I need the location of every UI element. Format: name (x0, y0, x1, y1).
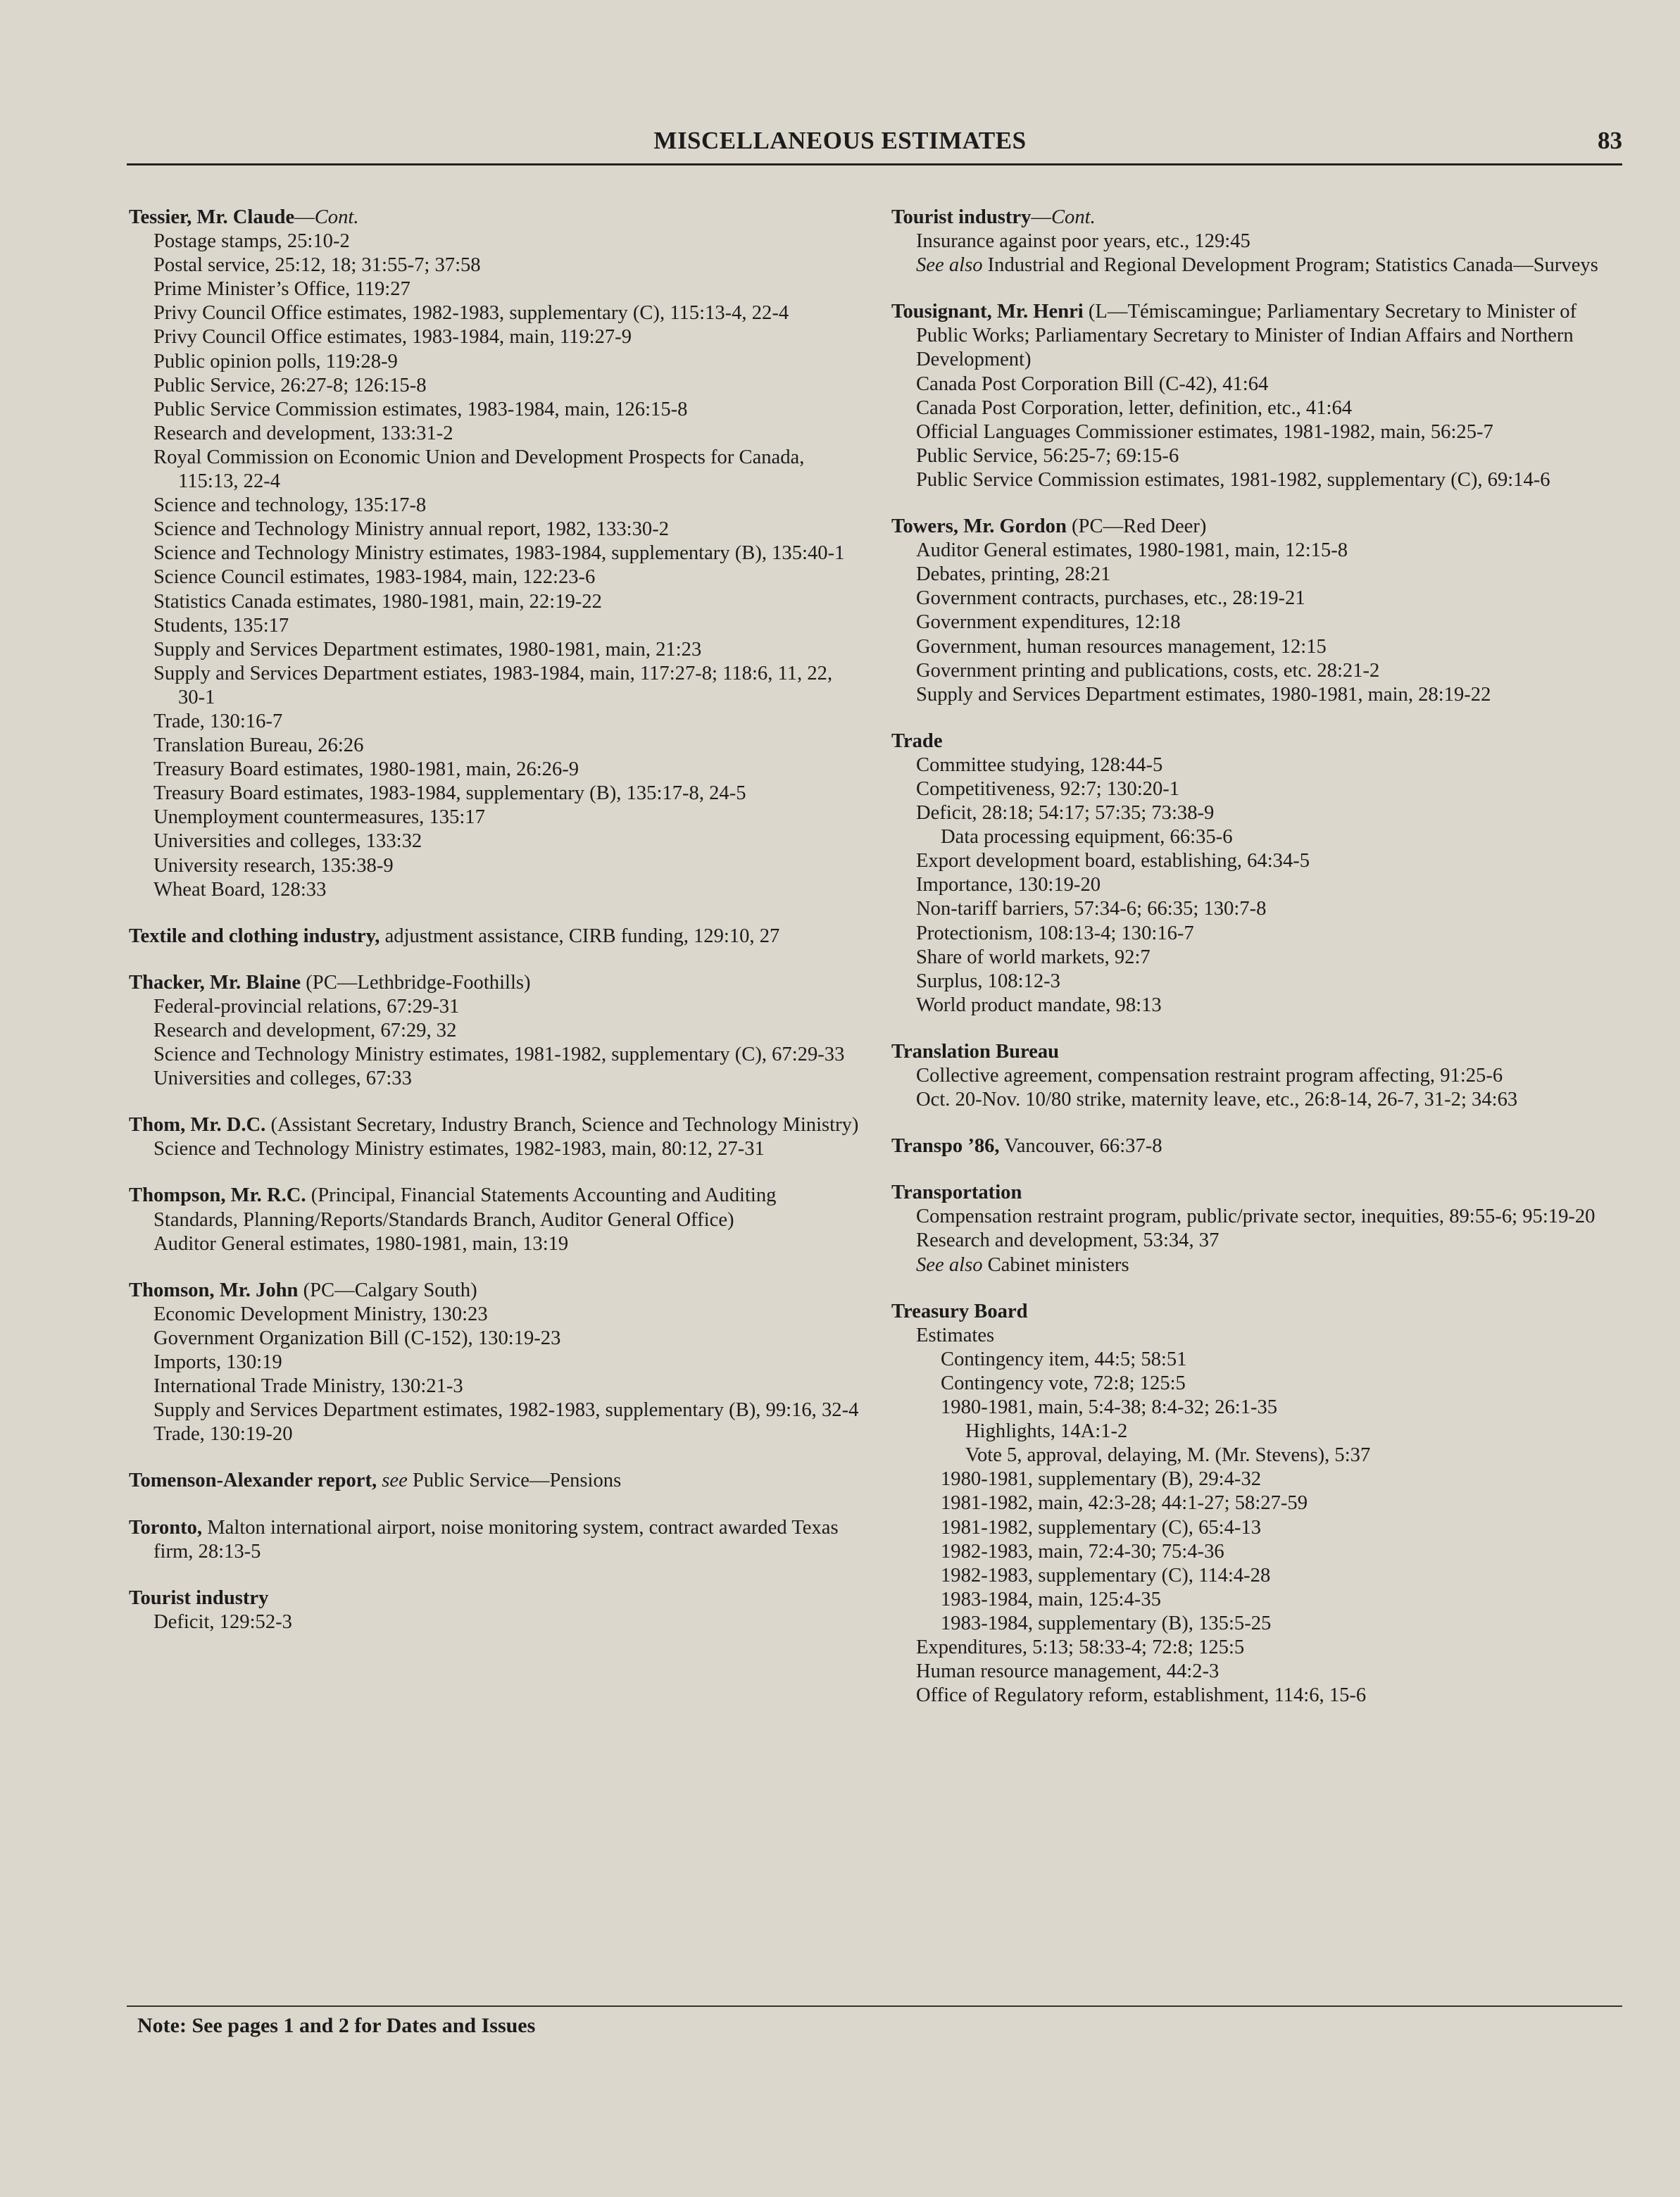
index-entry (891, 300, 1624, 492)
entry-term: Tomenson-Alexander report, (129, 1470, 377, 1492)
subentry: International Trade Ministry, 130:21-3 (153, 1375, 463, 1398)
subentry: Collective agreement, compensation restraint program affecting, 91:25-6 (916, 1065, 1503, 1087)
subentry: Research and development, 53:34, 37 (916, 1229, 1220, 1252)
entry-heading (129, 1184, 861, 1232)
subentry: Public opinion polls, 119:28-9 (153, 350, 398, 373)
entry-term: Treasury Board (891, 1300, 1028, 1322)
entry-heading (129, 1113, 861, 1137)
entry-qualifier: — (1031, 206, 1051, 228)
index-entry (129, 1586, 861, 1634)
entry-heading (891, 300, 1624, 372)
subentry: Imports, 130:19 (153, 1351, 282, 1374)
index-entry (891, 1040, 1624, 1112)
subentry: 1981-1982, main, 42:3-28; 44:1-27; 58:27-59 (941, 1492, 1308, 1515)
entry-heading (129, 925, 861, 949)
entry-qualifier-italic: see (382, 1470, 408, 1492)
subentry: Wheat Board, 128:33 (153, 878, 327, 901)
subentry: Unemployment countermeasures, 135:17 (153, 806, 485, 829)
subentry: Vote 5, approval, delaying, M. (Mr. Stevens), 5:37 (965, 1444, 1371, 1467)
subentry: Government, human resources management, 12:15 (916, 635, 1327, 658)
index-entry (129, 1184, 861, 1256)
subentry: Universities and colleges, 133:32 (153, 830, 422, 853)
footer-rule (127, 2005, 1622, 2007)
subentry: Importance, 130:19-20 (916, 874, 1101, 896)
entry-term: Transportation (891, 1182, 1022, 1204)
entry-heading (891, 515, 1624, 539)
index-entry (129, 1469, 861, 1493)
subentry: Science Council estimates, 1983-1984, main, 122:23-6 (153, 566, 596, 589)
subentry: Supply and Services Department estimates, 1982-1983, supplementary (B), 99:16, 32-4 (153, 1399, 859, 1422)
entry-qualifier: (Assistant Secretary, Industry Branch, Science and Technology Ministry) (265, 1114, 859, 1137)
subentry: 1982-1983, supplementary (C), 114:4-28 (941, 1564, 1271, 1586)
subentry: Contingency item, 44:5; 58:51 (941, 1348, 1187, 1370)
subentry: Statistics Canada estimates, 1980-1981, main, 22:19-22 (153, 590, 602, 613)
entry-term: Tousignant, Mr. Henri (891, 301, 1084, 323)
see-also-reference (891, 1253, 1624, 1277)
see-also-text: Cabinet ministers (982, 1253, 1129, 1276)
entry-qualifier: (PC—Calgary South) (298, 1279, 477, 1301)
entry-term: Tourist industry (129, 1586, 269, 1609)
subentry: World product mandate, 98:13 (916, 994, 1162, 1016)
page-header-title: MISCELLANEOUS ESTIMATES (653, 127, 1027, 154)
subentry: Non-tariff barriers, 57:34-6; 66:35; 130:7-8 (916, 898, 1267, 920)
index-entry (891, 1181, 1624, 1277)
subentry: Government expenditures, 12:18 (916, 611, 1181, 634)
subentry: Supply and Services Department estimates, 1980-1981, main, 28:19-22 (916, 683, 1491, 706)
subentry: 1983-1984, main, 125:4-35 (941, 1588, 1161, 1610)
subentry: Postage stamps, 25:10-2 (153, 230, 350, 253)
header-rule (127, 163, 1622, 165)
page-number: 83 (1598, 127, 1622, 154)
entry-term: Trade (891, 730, 943, 752)
entry-term: Thom, Mr. D.C. (129, 1114, 266, 1137)
entry-heading (129, 1586, 861, 1610)
entry-qualifier: (L—Témiscamingue; Parliamentary Secretary to Minister of Public Works; Parliamentary Secretary to Minister of Indian Affairs and Northern Development) (916, 301, 1577, 371)
entry-heading (891, 1134, 1624, 1158)
entry-term: Translation Bureau (891, 1040, 1060, 1063)
entry-term: Thompson, Mr. R.C. (129, 1184, 306, 1207)
index-entry (129, 1516, 861, 1564)
subentry: Estimates (916, 1324, 995, 1346)
subentry: Official Languages Commissioner estimates, 1981-1982, main, 56:25-7 (916, 420, 1493, 443)
subentry: Expenditures, 5:13; 58:33-4; 72:8; 125:5 (916, 1636, 1245, 1658)
subentry: Government Organization Bill (C-152), 130:19-23 (153, 1327, 561, 1349)
subentry: Science and Technology Ministry estimates, 1981-1982, supplementary (C), 67:29-33 (153, 1044, 845, 1066)
entry-qualifier-italic: Cont. (314, 206, 359, 228)
subentry: Surplus, 108:12-3 (916, 970, 1060, 992)
subentry: Universities and colleges, 67:33 (153, 1068, 412, 1090)
index-entry (129, 971, 861, 1091)
subentry: Translation Bureau, 26:26 (153, 734, 364, 757)
subentry: 1980-1981, main, 5:4-38; 8:4-32; 26:1-35 (941, 1396, 1278, 1419)
subentry: Trade, 130:19-20 (153, 1423, 293, 1446)
subentry: Oct. 20-Nov. 10/80 strike, maternity leave, etc., 26:8-14, 26-7, 31-2; 34:63 (916, 1089, 1518, 1111)
index-entry (129, 206, 861, 902)
entry-term: Tessier, Mr. Claude (129, 206, 295, 228)
index-entry (129, 925, 861, 949)
subentry: 1980-1981, supplementary (B), 29:4-32 (941, 1468, 1262, 1491)
entry-term: Thacker, Mr. Blaine (129, 971, 301, 994)
subentry: Public Service Commission estimates, 1981-1982, supplementary (C), 69:14-6 (916, 468, 1550, 491)
index-entry (891, 730, 1624, 1018)
right-column (891, 206, 1624, 1730)
subentry: Data processing equipment, 66:35-6 (941, 826, 1233, 849)
index-entry (129, 1113, 861, 1161)
subentry: Auditor General estimates, 1980-1981, main, 12:15-8 (916, 539, 1348, 562)
subentry: Insurance against poor years, etc., 129:45 (916, 230, 1250, 253)
subentry: Canada Post Corporation Bill (C-42), 41:64 (916, 373, 1269, 395)
subentry: Privy Council Office estimates, 1982-1983, supplementary (C), 115:13-4, 22-4 (153, 302, 789, 325)
subentry: Deficit, 28:18; 54:17; 57:35; 73:38-9 (916, 802, 1215, 825)
subentry: Research and development, 67:29, 32 (153, 1020, 457, 1041)
subentry: Students, 135:17 (153, 614, 289, 637)
entry-qualifier: Vancouver, 66:37-8 (999, 1135, 1162, 1158)
subentry: Public Service, 56:25-7; 69:15-6 (916, 444, 1179, 467)
subentry: Science and Technology Ministry annual report, 1982, 133:30-2 (153, 518, 670, 541)
index-entry (891, 206, 1624, 277)
subentry: Compensation restraint program, public/private sector, inequities, 89:55-6; 95:19-20 (916, 1206, 1596, 1228)
subentry: Auditor General estimates, 1980-1981, main, 13:19 (153, 1232, 569, 1255)
entry-heading (891, 206, 1624, 230)
subentry: Human resource management, 44:2-3 (916, 1660, 1220, 1683)
subentry: Government printing and publications, costs, etc. 28:21-2 (916, 659, 1380, 682)
entry-qualifier: (Principal, Financial Statements Accounting and Auditing Standards, Planning/Reports/Standards Branch, Auditor General Office) (153, 1184, 777, 1231)
subentry: Protectionism, 108:13-4; 130:16-7 (916, 922, 1194, 944)
entry-term: Thomson, Mr. John (129, 1279, 299, 1301)
entry-qualifier: — (294, 206, 315, 228)
subentry: Federal-provincial relations, 67:29-31 (153, 995, 460, 1018)
subentry: Treasury Board estimates, 1983-1984, supplementary (B), 135:17-8, 24-5 (153, 782, 746, 805)
subentry: Economic Development Ministry, 130:23 (153, 1303, 488, 1325)
index-entry (891, 1134, 1624, 1158)
see-also-text: Industrial and Regional Development Program; Statistics Canada—Surveys (982, 254, 1598, 277)
entry-heading (129, 1469, 861, 1493)
subentry: Competitiveness, 92:7; 130:20-1 (916, 777, 1180, 800)
see-also-label: See also (916, 1253, 983, 1276)
entry-heading (891, 1040, 1624, 1064)
entry-qualifier: Malton international airport, noise monitoring system, contract awarded Texas firm, 28:13-5 (153, 1516, 839, 1563)
entry-heading (129, 1279, 861, 1303)
subentry: Science and Technology Ministry estimates, 1982-1983, main, 80:12, 27-31 (153, 1138, 765, 1160)
entry-heading (129, 206, 861, 230)
entry-term: Tourist industry (891, 206, 1032, 228)
subentry: 1983-1984, supplementary (B), 135:5-25 (941, 1612, 1272, 1634)
subentry: Supply and Services Department estiates, 1983-1984, main, 117:27-8; 118:6, 11, 22, 30-1 (153, 662, 833, 708)
subentry: Share of world markets, 92:7 (916, 946, 1151, 968)
see-also-reference (891, 254, 1624, 277)
index-entry (891, 515, 1624, 707)
entry-qualifier-after: Public Service—Pensions (407, 1470, 622, 1492)
subentry: Committee studying, 128:44-5 (916, 753, 1163, 776)
entry-heading (891, 1300, 1624, 1324)
subentry: University research, 135:38-9 (153, 854, 394, 877)
subentry: 1982-1983, main, 72:4-30; 75:4-36 (941, 1540, 1224, 1563)
entry-term: Textile and clothing industry, (129, 925, 380, 947)
entry-term: Toronto, (129, 1516, 203, 1539)
entry-qualifier-italic: Cont. (1051, 206, 1096, 228)
subentry: Supply and Services Department estimates, 1980-1981, main, 21:23 (153, 638, 702, 661)
subentry: Office of Regulatory reform, establishment, 114:6, 15-6 (916, 1684, 1367, 1707)
subentry: Government contracts, purchases, etc., 28:19-21 (916, 587, 1305, 610)
entry-term: Towers, Mr. Gordon (891, 515, 1067, 538)
index-entry (891, 1300, 1624, 1708)
entry-heading (891, 730, 1624, 753)
entry-qualifier: (PC—Lethbridge-Foothills) (301, 971, 531, 994)
index-entry (129, 1279, 861, 1447)
subentry: Postal service, 25:12, 18; 31:55-7; 37:58 (153, 254, 481, 277)
footer-note: Note: See pages 1 and 2 for Dates and Issues (137, 2014, 536, 2037)
subentry: Deficit, 129:52-3 (153, 1610, 292, 1633)
left-column (129, 206, 861, 1657)
subentry: Privy Council Office estimates, 1983-1984, main, 119:27-9 (153, 326, 632, 349)
subentry: Export development board, establishing, 64:34-5 (916, 850, 1310, 872)
see-also-label: See also (916, 254, 983, 277)
entry-term: Transpo ’86, (891, 1135, 1000, 1158)
subentry: Contingency vote, 72:8; 125:5 (941, 1372, 1186, 1394)
subentry: Science and Technology Ministry estimates, 1983-1984, supplementary (B), 135:40-1 (153, 542, 845, 565)
subentry: Highlights, 14A:1-2 (965, 1420, 1128, 1443)
subentry: Trade, 130:16-7 (153, 710, 283, 732)
subentry: 1981-1982, supplementary (C), 65:4-13 (941, 1516, 1262, 1539)
subentry: Canada Post Corporation, letter, definition, etc., 41:64 (916, 396, 1353, 419)
entry-qualifier: (PC—Red Deer) (1066, 515, 1207, 538)
entry-qualifier: adjustment assistance, CIRB funding, 129:10, 27 (380, 925, 780, 947)
entry-heading (129, 971, 861, 995)
entry-heading (129, 1516, 861, 1564)
entry-heading (891, 1181, 1624, 1205)
subentry: Public Service, 26:27-8; 126:15-8 (153, 374, 427, 396)
subentry: Treasury Board estimates, 1980-1981, main, 26:26-9 (153, 758, 579, 781)
subentry: Science and technology, 135:17-8 (153, 494, 427, 517)
subentry: Prime Minister’s Office, 119:27 (153, 278, 410, 301)
subentry: Royal Commission on Economic Union and Development Prospects for Canada, 115:13, 22-4 (153, 446, 805, 493)
subentry: Public Service Commission estimates, 1983-1984, main, 126:15-8 (153, 398, 688, 420)
subentry: Debates, printing, 28:21 (916, 563, 1111, 586)
subentry: Research and development, 133:31-2 (153, 422, 453, 444)
